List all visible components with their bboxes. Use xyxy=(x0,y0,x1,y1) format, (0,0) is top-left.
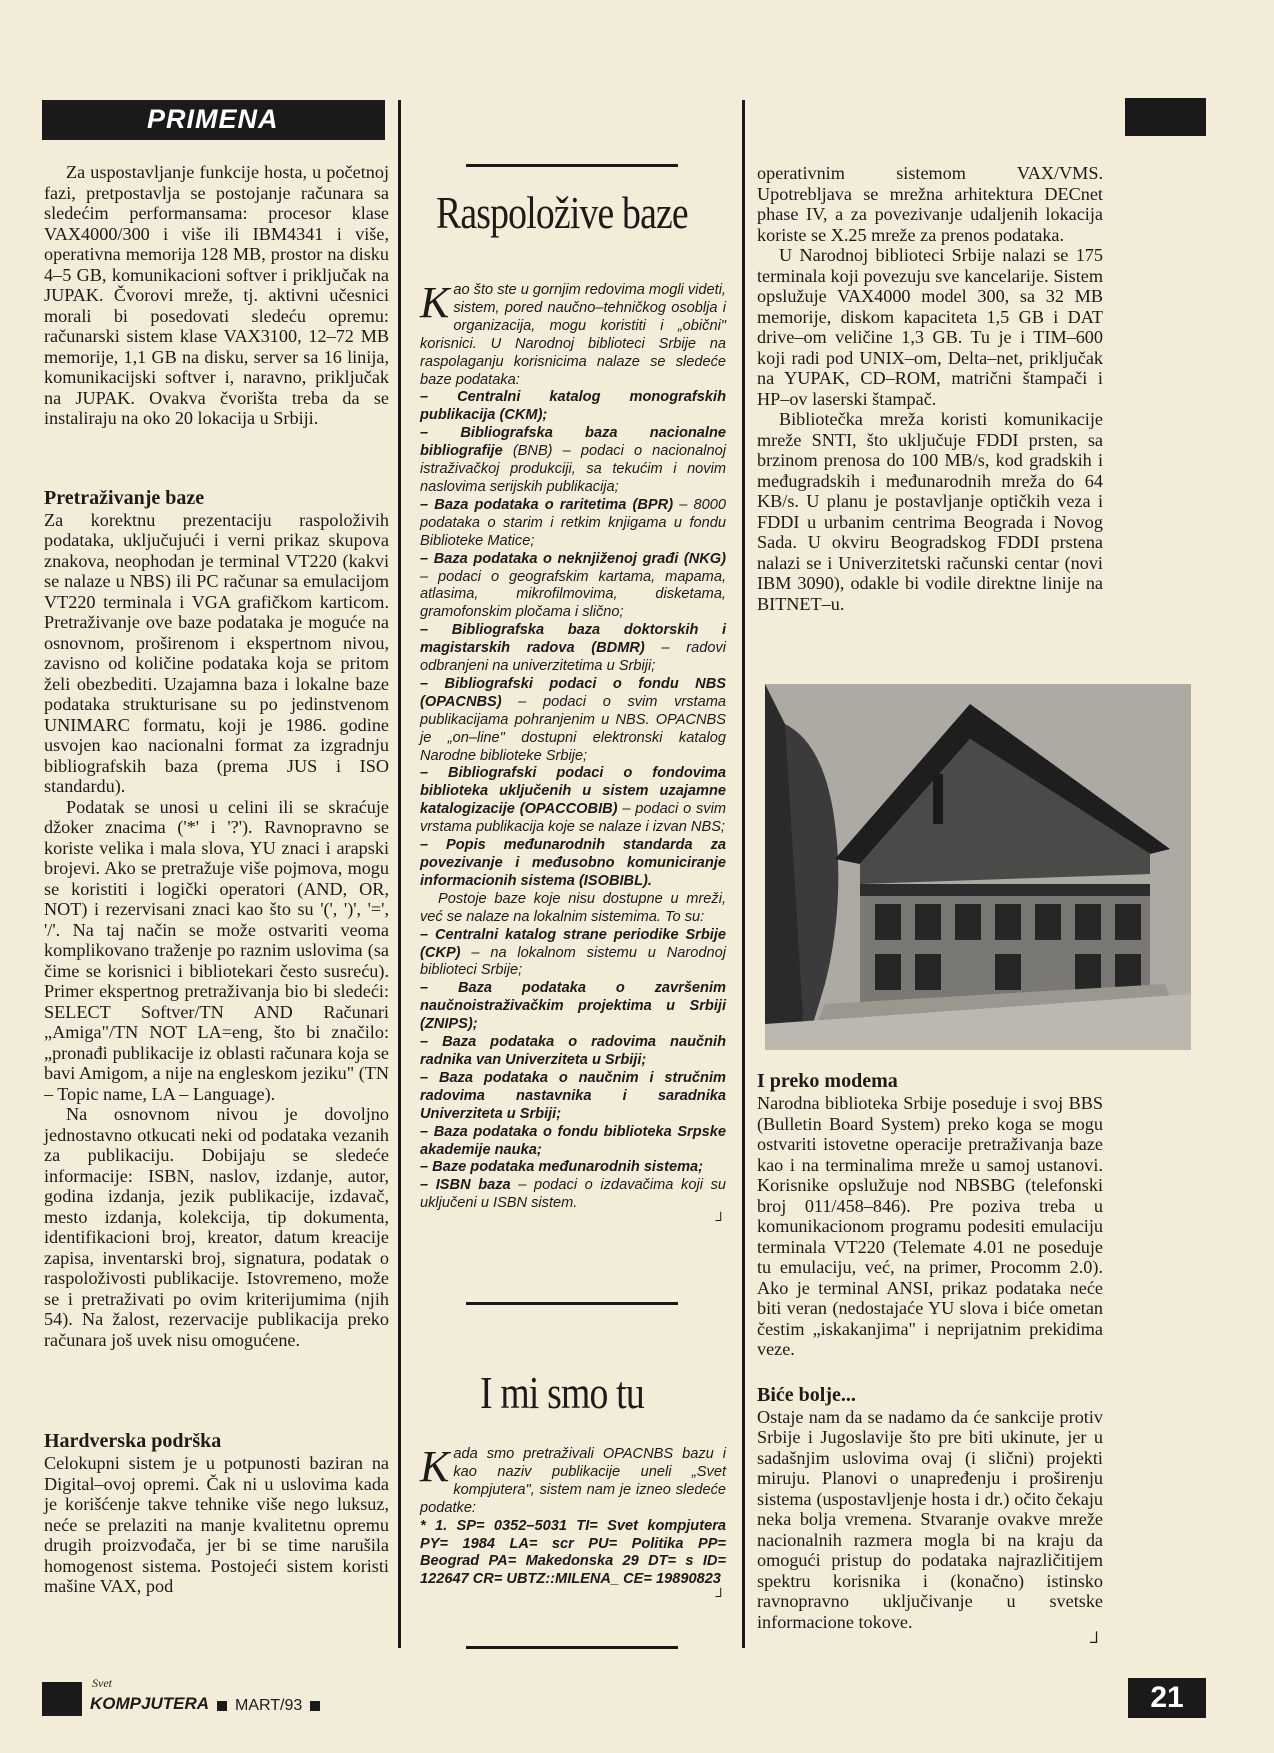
footer-square xyxy=(42,1682,82,1716)
search-paragraph-1: Za korektnu prezentaciju raspoloživih podataka, uključujući i verni prikaz skupova znakova, neophodan je terminal VT220 (kakvi se nalaze u NBS) ili PC računar sa emulacijom VT220 terminala i VGA grafičkom karticom. Pretraživanje ove baze podataka je moguće na osnovnom, proširenom i ekspertnom nivou, zavisno od količine podataka koja se pritom želi obezbediti. Uzajamna baza i lokalne baze podataka strukturisane su po jedinstvenom UNIMARC formatu, koji je 1986. godine usvojen kao nacionalni format za izgradnju bibliografskih baza (prema JUS i ISO standardu). xyxy=(44,509,389,796)
box1-list2-item-name: – Baza podataka o radovima naučnih radnika van Univerziteta u Srbiji; xyxy=(420,1034,726,1068)
box1-list2-item-desc: – podaci o izdavačima koji su uključeni u ISBN sistem. xyxy=(420,1177,726,1212)
heading-hardware: Hardverska podrška xyxy=(44,1430,222,1452)
footer-issue: MART/93 xyxy=(235,1697,303,1714)
box1-bottom-rule xyxy=(466,1302,678,1305)
heading-modem: I preko modema xyxy=(757,1070,898,1092)
box1-list2-item xyxy=(420,980,726,1034)
box2-end-mark: ┘ xyxy=(715,1589,726,1606)
box1-list-item xyxy=(420,837,726,891)
column-3-bottom xyxy=(757,1070,1103,1653)
box1-list-item-desc: (BNB) – podaci o nacionalnoj istraživačkoj produkciji, sa tekućim i novim naslovima serijskih publikacija; xyxy=(420,443,726,495)
box1-list2-item-name: – Centralni katalog strane periodike Srbije (CKP) xyxy=(420,926,726,961)
col3-paragraph-3: Bibliotečka mreža koristi komunikacije mreže SNTI, što uključuje FDDI prsten, sa brzinom prenosa do 100 MB/s, kod gradskih i međugradskih i međunarodnih mreža do 64 KB/s. U planu je postavljanje optičkih veza i FDDI u urbanim centrima Beograda i Novog Sada. U okviru Beogradskog FDDI prstena nalazi se i Univerzitetski računski centar (novi IBM 3090), odakle bi vodile direktne linije na BITNET–u. xyxy=(757,409,1103,614)
box1-list-item xyxy=(420,676,726,766)
box1-list xyxy=(420,389,726,890)
box1-list2-item xyxy=(420,1034,726,1070)
page-number: 21 xyxy=(1128,1678,1206,1718)
box2-title: I mi smo tu xyxy=(480,1367,644,1418)
box1-list-item xyxy=(420,389,726,425)
box1-list-item-name: – Centralni katalog monografskih publikacija (CKM); xyxy=(420,389,726,424)
section-label: PRIMENA xyxy=(147,104,279,134)
modem-paragraph: Narodna biblioteka Srbije poseduje i svoj BBS (Bulletin Board System) preko koga se mogu ostvariti istovetne operacije pretraživanja baze kao i na terminalima mreže u samoj ustanovi. Korisnike opslužuje nod NBSBG (telefonski broj 011/458–846). Pre poziva treba u komunikacionom programu podesiti emulaciju terminala VT220 (Telemate 4.01 ne poseduje tu emulaciju, već, na primer, Procomm 2.0). Ako je terminal ANSI, prikaz podataka neće biti veran (nedostajaće YU slova i biće ometan čestim „iskakanjima" i neprijatnim prekidima veze. xyxy=(757,1093,1103,1359)
hardware-paragraph: Celokupni sistem je u potpunosti baziran na Digital–ovoj opremi. Čak ni u uslovima kada je korišćenje takve tehnike više nego luksuz, neće se prelaziti na manje kvalitetnu opremu drugih proizvođača, jer bi se time narušila homogenost sistema. Postojeći sistem koristi mašine VAX, pod xyxy=(44,1453,389,1596)
box1-list2-item-desc: – na lokalnom sistemu u Narodnoj biblioteci Srbije; xyxy=(420,944,726,979)
box1-title: Raspoložive baze xyxy=(436,187,688,238)
column-rule-right xyxy=(742,100,745,1648)
box1-list2-item xyxy=(420,1177,726,1213)
box1-list-item xyxy=(420,551,726,623)
box1-list-item-name: – Bibliografska baza nacionalne bibliografije xyxy=(420,425,726,460)
box1-list-item xyxy=(420,425,726,497)
box1-list2-item-name: – Baze podataka međunarodnih sistema; xyxy=(420,1159,704,1176)
box1-list-item-name: – Popis međunarodnih standarda za povezivanje i međusobno komuniciranje informacionih sistema (ISOBIBL). xyxy=(420,837,726,889)
box1-list-item-name: – Baza podataka o neknjiženoj građi (NKG) xyxy=(420,550,726,567)
building-illustration xyxy=(765,684,1191,1050)
better-paragraph: Ostaje nam da se nadamo da će sankcije protiv Srbije i Jugoslavije što pre biti ukinute, jer u sadašnjim uslovima ovaj (i slični) projekti miruju. Planovi o unapređenju i proširenju sistema (uspostavljenje hosta i dr.) očito čekaju neka bolja vremena. Stvaranje ovakve mreže nacionalnih razmera mogla bi na kraju da omogući pristup do podataka najrazličitijem spektru korisnika i (konačno) istinsko ravnopravno uključivanje u svetske informacione tokove. xyxy=(757,1406,1103,1632)
column-3-top xyxy=(757,163,1103,614)
search-paragraph-2: Podatak se unosi u celini ili se skraćuje džoker znacima ('*' i '?'). Ravnopravno se koriste velika i mala slova, YU znaci i arapski brojevi. Ako se pretražuje više pojmova, mogu se koristiti i logički operatori (AND, OR, NOT) i rezervisani znaci kao što su '(', ')', '=', '/'. Na taj način se može ostvariti veoma komplikovano traženje po raznim uslovima (sa čime se korisnici i bibliotekari često susreću). Primer ekspertnog pretraživanja bio bi sledeći: SELECT Softver/TN AND Računari „Amiga"/TN NOT LA=eng, što bi značilo: „pronađi publikacije iz oblasti računara koja se bavi Amigom, a nije na engleskom jeziku" (TN – Topic name, LA – Language). xyxy=(44,796,389,1104)
search-paragraph-3: Na osnovnom nivou je dovoljno jednostavno otkucati neki od podataka vezanih za publikaciju. Dobijaju se sledeće informacije: ISBN, naslov, izdanje, autor, godina izdanja, jezik publikacije, izdavač, mesto izdanja, kolekcija, tip dokumenta, identifikacioni broj, kreator, datum kreacije zapisa, inventarski broj, signatura, podatak o raspoloživosti publikacije. Istovremeno, može se i pretraživati po ovim kriterijumima (njih 54). Na žalost, rezervacije publikacija preko računara još uvek nisu omogućene. xyxy=(44,1104,389,1350)
box1-list2-item-name: – Baza podataka o završenim naučnoistraživačkim projektima u Srbiji (ZNIPS); xyxy=(420,980,726,1033)
box1-intro: ao što ste u gornjim redovima mogli videti, sistem, pored naučno–tehničkog osoblja i organizacija, mogu koristiti i „obični" korisnici. U Narodnoj biblioteci Srbije na raspolaganju korisnicima nalaze se sledeće baze podataka: xyxy=(420,282,726,388)
box2-record: * 1. SP= 0352–5031 TI= Svet kompjutera PY= 1984 LA= scr PU= Politika PP= Beograd PA= Makedonska 29 DT= s ID= 122647 CR= UBTZ::MILENA_ CE= 19890823 xyxy=(420,1517,726,1588)
box1-list-item xyxy=(420,497,726,551)
box1-dropcap: K xyxy=(420,278,450,327)
box2-body xyxy=(420,1442,726,1607)
box1-list2-item xyxy=(420,1070,726,1124)
footer-bullet-2 xyxy=(310,1701,320,1711)
footer-bullet xyxy=(217,1701,227,1711)
box1-list-item-name: – Baza podataka o raritetima (BPR) xyxy=(420,496,674,513)
box1-list2-item-name: – ISBN baza xyxy=(420,1177,511,1194)
column-1 xyxy=(44,162,389,1597)
footer-brand: KOMPJUTERA xyxy=(90,1694,210,1713)
col3-paragraph-2: U Narodnoj biblioteci Srbije nalazi se 175 terminala koji povezuju sve kancelarije. Sistem opslužuje VAX4000 model 300, sa 32 MB memorije, diskom kapaciteta 1,5 GB i DAT drive–om veličine 1,3 GB. Tu je i TIM–600 koji radi pod UNIX–om, Delta–net, priključak na YUPAK, CD–ROM, matrični štampači i HP–ov laserski štampač. xyxy=(757,245,1103,409)
box1-list-2 xyxy=(420,927,726,1214)
box1-top-rule xyxy=(466,164,678,167)
box1-list2-item-name: – Baza podataka o fondu biblioteka Srpske akademije nauka; xyxy=(420,1123,726,1158)
box1-list-item-desc: – 8000 podataka o starim i retkim knjigama u fondu Biblioteke Matice; xyxy=(420,496,726,549)
heading-better: Biće bolje... xyxy=(757,1383,856,1406)
box1-list-item-name: – Bibliografski podaci o fondu NBS (OPACNBS) xyxy=(420,675,726,710)
box1-mid: Postoje baze koje nisu dostupne u mreži, već se nalaze na lokalnim sistemima. To su: xyxy=(420,890,726,925)
footer-brand-small: Svet xyxy=(92,1676,112,1690)
box2-intro: ada smo pretraživali OPACNBS bazu i kao naziv publikacije uneli „Svet kompjutera", sistem nam je izneo sledeće podatke: xyxy=(420,1446,726,1516)
box1-list-item-name: – Bibliografski podaci o fondovima biblioteka uključenih u sistem uzajamne katalogizacije (OPACCOBIB) xyxy=(420,765,726,818)
box1-list-item xyxy=(420,765,726,837)
column-rule-left xyxy=(398,100,401,1648)
box1-list2-item-name: – Baza podataka o naučnim i stručnim radovima nastavnika i saradnika Univerziteta u Srbiji; xyxy=(420,1069,726,1122)
box1-list2-item xyxy=(420,927,726,981)
intro-paragraph: Za uspostavljanje funkcije hosta, u početnoj fazi, pretpostavlja se postojanje računara sa sledećim performansama: procesor klase VAX4000/300 i više ili IBM4341 i više, operativna memorija 128 MB, prostor na disku 4–5 GB, komunikacioni softver i priključak na JUPAK. Čvorovi mreže, tj. aktivni učesnici morali bi posedovati sledeću opremu: računarski sistem klase VAX3100, 12–72 MB memorije, 1,1 GB na disku, server sa 16 linija, komunikacijski softver i, naravno, priključak na JUPAK. Ovakva čvorišta treba da se instaliraju na oko 20 lokacija u Srbiji. xyxy=(44,162,389,428)
box1-list-item-desc: – podaci o svim vrstama publikacija koje se nalaze i izvan NBS; xyxy=(420,801,726,836)
col3-paragraph-1: operativnim sistemom VAX/VMS. Upotrebljava se mrežna arhitektura DECnet phase IV, a za povezivanje udaljenih lokacija koriste se X.25 mreže za prenos podataka. xyxy=(757,163,1103,245)
library-building-photo xyxy=(765,684,1191,1050)
top-right-bar xyxy=(1125,98,1206,136)
box1-list-item-desc: – podaci o geografskim kartama, mapama, atlasima, mikrofilmovima, disketama, gramofonskim pločama i slično; xyxy=(420,568,726,621)
col3-end-mark: ┘ xyxy=(1090,1632,1103,1652)
heading-search: Pretraživanje baze xyxy=(44,486,205,509)
box1-list-item-desc: – podaci o svim vrstama publikacijama pohranjenim u NBS. OPACNBS je „on–line" dostupni elektronski katalog Narodne biblioteke Srbije; xyxy=(420,693,726,764)
box1-list-item-desc: – radovi odbranjeni na univerzitetima u Srbiji; xyxy=(420,640,727,675)
box1-body xyxy=(420,278,727,1231)
box1-list2-item xyxy=(420,1124,726,1160)
section-header-bar xyxy=(42,100,385,140)
box2-bottom-rule xyxy=(466,1646,678,1649)
footer xyxy=(42,1676,320,1716)
box2-dropcap: K xyxy=(420,1442,450,1491)
box1-list2-item xyxy=(420,1159,726,1177)
box1-list-item-name: – Bibliografska baza doktorskih i magistarskih radova (BDMR) xyxy=(420,622,726,657)
box1-list-item xyxy=(420,622,726,676)
box1-end-mark: ┘ xyxy=(715,1213,726,1230)
